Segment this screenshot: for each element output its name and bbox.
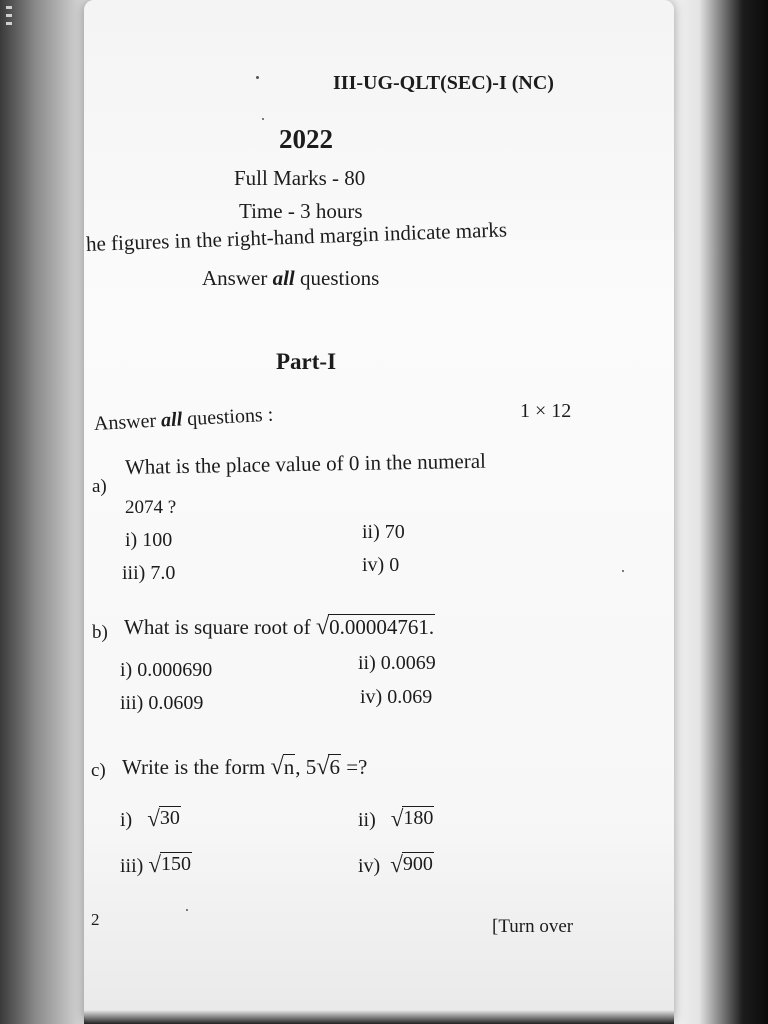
ink-speck xyxy=(622,570,624,572)
square-root-6: √ 6 xyxy=(316,752,340,780)
option-number: iv) xyxy=(358,855,381,877)
expression-middle: , 5 xyxy=(295,754,317,779)
answer-suffix: questions xyxy=(300,266,380,290)
part-title: Part-I xyxy=(276,349,337,374)
radicand: 0.00004761. xyxy=(329,615,435,639)
question-c-option-3 xyxy=(120,852,192,878)
full-marks: Full Marks - 80 xyxy=(234,166,366,190)
question-a-text: What is the place value of 0 in the numeral xyxy=(124,448,487,479)
edge-mark xyxy=(6,6,12,9)
edge-mark xyxy=(6,22,12,25)
page-number: 2 xyxy=(91,910,100,929)
question-c-option-1 xyxy=(120,806,181,832)
option-radicand: 900 xyxy=(402,853,433,875)
question-a-option-1: i) 100 xyxy=(125,529,173,551)
time-limit: Time - 3 hours xyxy=(239,199,363,223)
question-b-option-4: iv) 0.069 xyxy=(360,686,433,708)
part-answer-prefix: Answer xyxy=(93,409,157,435)
option-number: ii) xyxy=(358,809,376,831)
edge-mark xyxy=(6,14,12,17)
question-a-option-3: iii) 7.0 xyxy=(122,562,176,584)
option-radicand: 180 xyxy=(403,807,434,829)
question-c-option-2 xyxy=(358,806,434,832)
ink-speck xyxy=(262,118,264,120)
radicand-6: 6 xyxy=(329,755,340,779)
question-a-text-line2: 2074 ? xyxy=(125,497,177,518)
question-a-option-4: iv) 0 xyxy=(362,554,400,576)
answer-prefix: Answer xyxy=(202,266,268,290)
question-c-text xyxy=(122,754,367,780)
square-root-expression: √ 0.00004761. xyxy=(315,612,435,640)
question-b-option-2: ii) 0.0069 xyxy=(358,652,436,674)
turn-over-note: [Turn over xyxy=(492,916,574,937)
option-radicand: 30 xyxy=(159,807,180,829)
exam-year: 2022 xyxy=(279,124,333,154)
radicand-n: n xyxy=(283,755,295,779)
expression-suffix: =? xyxy=(340,754,368,779)
square-root-option: √ 30 xyxy=(147,806,180,831)
part-answer-emphasis: all xyxy=(160,408,183,432)
question-c-option-4 xyxy=(358,852,434,878)
page-left-edge xyxy=(0,0,92,1024)
ink-speck xyxy=(186,909,188,911)
question-b-label: b) xyxy=(92,622,108,643)
option-number: i) xyxy=(120,809,133,831)
part-answer-suffix: questions : xyxy=(186,403,274,431)
marks-instruction: he figures in the right-hand margin indicate marks xyxy=(85,217,508,256)
square-root-n: √ n xyxy=(270,752,295,780)
question-b-option-1: i) 0.000690 xyxy=(120,659,213,681)
question-a-label: a) xyxy=(92,476,107,497)
option-number: iii) xyxy=(120,855,144,877)
paper-code: III-UG-QLT(SEC)-I (NC) xyxy=(333,72,554,94)
answer-all-instruction xyxy=(202,266,379,291)
answer-all-emphasis: all xyxy=(272,266,295,290)
question-b-option-3: iii) 0.0609 xyxy=(120,692,204,714)
part-marks: 1 × 12 xyxy=(520,400,572,422)
question-a-option-2: ii) 70 xyxy=(362,521,405,543)
square-root-option: √ 900 xyxy=(390,852,433,877)
question-b-text xyxy=(124,614,435,640)
page-bottom-edge xyxy=(84,1010,674,1024)
ink-speck xyxy=(256,76,259,79)
question-b-text-prefix: What is square root of xyxy=(124,614,311,639)
question-c-text-prefix: Write is the form xyxy=(122,754,266,779)
square-root-option: √ 150 xyxy=(148,852,191,877)
square-root-option: √ 180 xyxy=(390,806,434,831)
option-radicand: 150 xyxy=(160,853,191,875)
question-c-label: c) xyxy=(91,760,106,781)
